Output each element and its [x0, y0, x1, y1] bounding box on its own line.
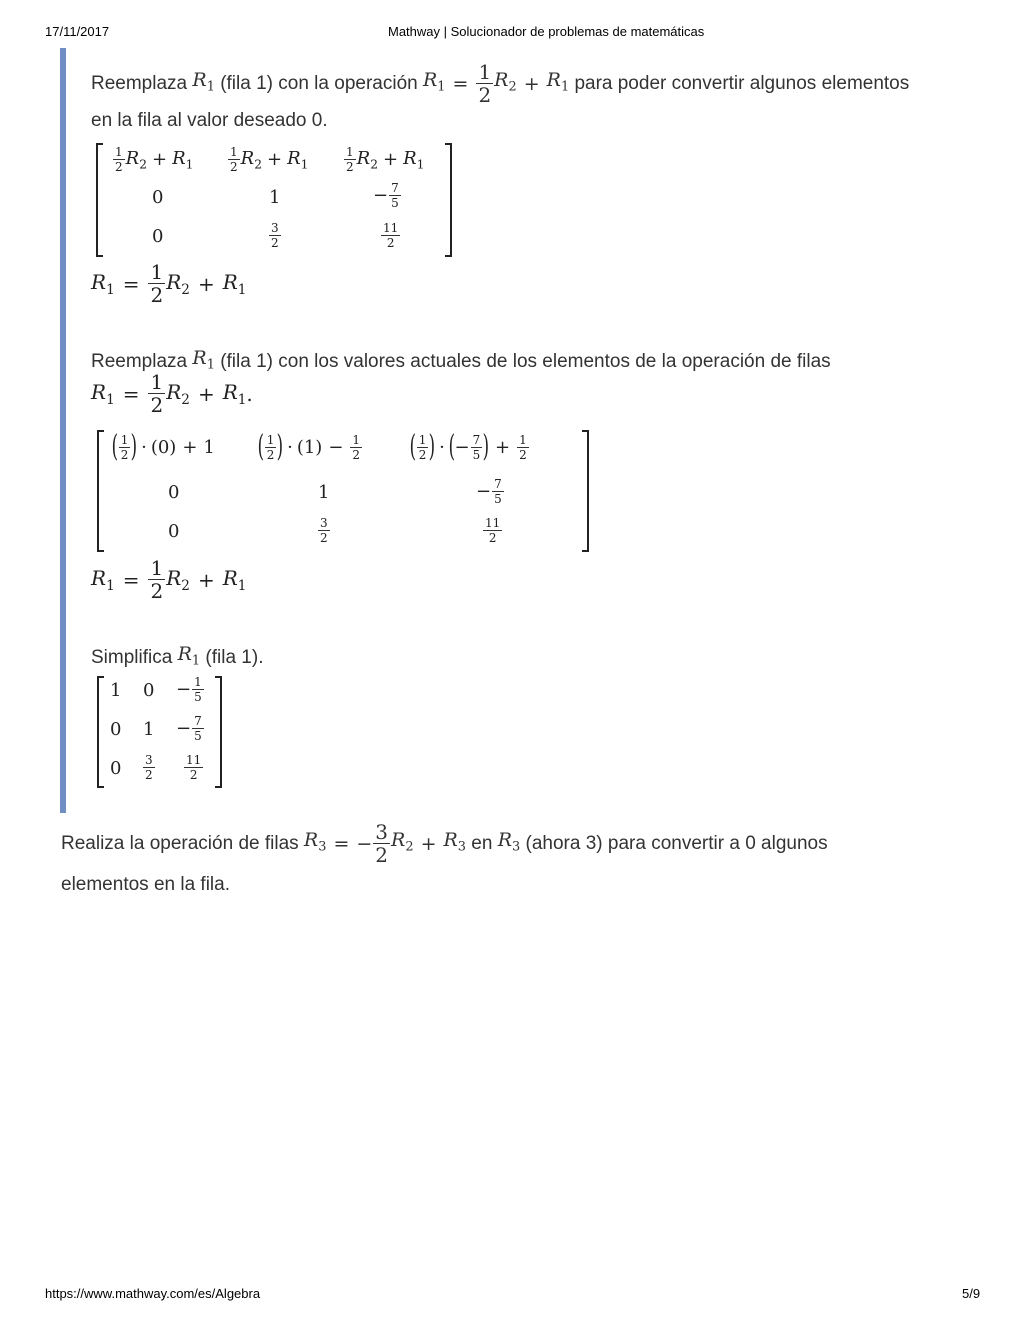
matrix-cell: ( $\frac{1}{2}$ ) · ( 0 ) + 1 — [111, 429, 215, 464]
sym: 1 — [237, 281, 247, 298]
sym: 1 — [203, 436, 215, 458]
matrix-cell: 0 — [110, 758, 122, 779]
sym: 1 — [300, 157, 309, 172]
matrix-cell — [268, 222, 282, 249]
sym: 1 — [194, 675, 202, 689]
sym: 2 — [181, 281, 190, 298]
sym: = — [452, 72, 469, 95]
sym: R — [172, 147, 186, 169]
sym: 1 — [478, 60, 492, 84]
matrix-cell: 0 — [152, 226, 164, 247]
sym: R — [403, 147, 417, 169]
sym: 1 — [106, 281, 115, 298]
fraction — [476, 62, 493, 105]
step1-text-fila: (fila 1) con la operación — [220, 72, 418, 94]
sym: − — [454, 436, 470, 458]
sym: = — [333, 832, 350, 855]
matrix-cell — [482, 517, 503, 544]
sym: R — [422, 68, 438, 91]
sym: 2 — [181, 577, 190, 594]
matrix-cell — [317, 517, 331, 544]
matrix-cell: 1 — [318, 482, 330, 503]
sym: 7 — [194, 714, 202, 728]
sym: 2 — [120, 447, 129, 462]
sym: R — [240, 147, 255, 169]
sym: + — [267, 149, 283, 170]
sym: R — [222, 269, 238, 294]
sym: 2 — [139, 157, 147, 172]
sym: 2 — [189, 768, 198, 782]
sym: R — [166, 565, 182, 590]
sym: R — [91, 565, 107, 590]
sym: · — [287, 436, 293, 458]
sym: 1 — [237, 577, 247, 594]
sym: + — [420, 832, 437, 855]
sym: 3 — [145, 753, 153, 767]
sym: 2 — [375, 843, 389, 867]
sym: 2 — [115, 160, 123, 174]
matrix-cell: 0 — [110, 719, 122, 740]
sym: R — [546, 68, 561, 91]
sym: + — [494, 436, 511, 458]
sym: 2 — [488, 531, 497, 545]
matrix-cell — [343, 146, 424, 173]
sym: . — [246, 381, 253, 406]
sym: 1 — [206, 79, 215, 95]
sym: 2 — [386, 236, 395, 250]
step4-text-en: en — [471, 832, 493, 854]
step3-text-after: (fila 1). — [205, 646, 264, 668]
step1-text-before: Reemplaza — [91, 72, 188, 94]
sym: 2 — [320, 531, 328, 545]
sym: 7 — [391, 181, 399, 195]
sym: 1 — [266, 432, 275, 447]
sym: R — [443, 828, 458, 851]
sym: − — [373, 185, 389, 206]
sym: = — [122, 381, 140, 406]
sym: 2 — [254, 157, 262, 172]
left-bracket — [96, 143, 103, 257]
sym: 5 — [194, 690, 202, 704]
step3-text-before: Simplifica — [91, 646, 173, 668]
sym: 11 — [383, 221, 399, 235]
sym: + — [523, 72, 540, 95]
sym: 3 — [375, 820, 389, 844]
sym: − — [176, 679, 192, 700]
sym: 5 — [194, 729, 202, 743]
matrix-cell — [112, 146, 193, 173]
sym: R — [192, 347, 207, 369]
sym: 2 — [370, 157, 378, 172]
step-group-bar — [60, 48, 66, 813]
sym: 2 — [150, 283, 164, 307]
footer-url: https://www.mathway.com/es/Algebra — [45, 1286, 261, 1301]
sym: − — [476, 481, 492, 502]
sym: + — [197, 381, 215, 406]
sym: R — [177, 643, 192, 665]
sym: 5 — [472, 447, 481, 462]
sym: R — [192, 68, 207, 91]
sym: 2 — [145, 768, 153, 782]
sym: = — [122, 567, 140, 592]
sym: + — [182, 436, 198, 458]
sym: 1 — [115, 145, 123, 159]
row-operation — [91, 558, 246, 601]
sym: R — [303, 828, 319, 851]
step4-text-after: (ahora 3) para convertir a 0 algunos — [525, 832, 828, 854]
matrix-cell — [227, 146, 308, 173]
step1-text-after: para poder convertir algunos elementos — [574, 72, 910, 94]
matrix-cell: 1 — [143, 719, 155, 740]
sym: 1 — [519, 432, 527, 447]
sym: R — [166, 269, 182, 294]
sym: 1 — [106, 391, 115, 408]
sym: + — [152, 149, 168, 170]
sym: 1 — [150, 556, 164, 580]
sym: 1 — [346, 145, 354, 159]
right-bracket — [445, 143, 452, 257]
row-operation — [91, 262, 246, 305]
sym: = — [122, 271, 140, 296]
sym: + — [197, 567, 215, 592]
sym: 11 — [485, 516, 501, 530]
sym: R — [91, 269, 107, 294]
sym: 3 — [320, 516, 328, 530]
sym: 1 — [206, 357, 215, 373]
matrix-cell — [476, 478, 505, 505]
right-bracket — [582, 430, 589, 552]
sym: 1 — [560, 79, 570, 95]
sym: R — [166, 379, 182, 404]
sym: R — [125, 147, 140, 169]
sym: 3 — [318, 839, 327, 855]
sym: R — [497, 828, 513, 851]
page-number: 5/9 — [962, 1286, 981, 1301]
sym: 7 — [494, 477, 502, 491]
sym: 1 — [437, 79, 446, 95]
sym: 5 — [494, 492, 502, 506]
sym: 2 — [150, 579, 164, 603]
step4-text-before: Realiza la operación de filas — [61, 832, 299, 854]
left-bracket — [97, 676, 104, 788]
sym: 2 — [478, 83, 492, 107]
sym: R — [222, 565, 238, 590]
sym: 1 — [237, 391, 247, 408]
sym: 2 — [405, 839, 414, 855]
sym: 2 — [418, 447, 427, 462]
sym: + — [197, 271, 215, 296]
sym: · — [141, 436, 147, 458]
matrix-cell: ( $\frac{1}{2}$ ) · ( − $\frac{7}{5}$ ) + $\frac{1}{2}$ — [409, 429, 527, 464]
step2-text-before: Reemplaza — [91, 350, 188, 372]
matrix-cell: 1 — [269, 187, 281, 208]
matrix-cell: 0 — [143, 680, 155, 701]
sym: · — [439, 436, 445, 458]
sym: 2 — [266, 447, 275, 462]
sym: 1 — [418, 432, 427, 447]
matrix-cell: 0 — [152, 187, 164, 208]
sym: 2 — [519, 447, 527, 462]
sym: 2 — [181, 391, 190, 408]
step2-text-after: (fila 1) con los valores actuales de los elementos de la operación de filas — [220, 350, 831, 372]
sym: − — [176, 718, 192, 739]
sym: 3 — [271, 221, 279, 235]
sym: 2 — [271, 236, 279, 250]
sym: 2 — [150, 393, 164, 417]
sym: R — [391, 828, 406, 851]
sym: 5 — [391, 196, 399, 210]
matrix-cell: 0 — [168, 482, 180, 503]
page-title: Mathway | Solucionador de problemas de matemáticas — [388, 24, 705, 39]
step1-line2: en la fila al valor deseado 0. — [91, 110, 328, 131]
matrix-cell — [183, 754, 204, 781]
matrix-cell — [373, 182, 402, 209]
matrix-cell — [176, 676, 205, 703]
sym: R — [222, 379, 238, 404]
sym: 1 — [416, 157, 425, 172]
step4-line2: elementos en la fila. — [61, 874, 230, 895]
sym: 3 — [457, 839, 467, 855]
step4-sentence — [61, 822, 828, 865]
sym: R — [356, 147, 371, 169]
matrix-cell: ( $\frac{1}{2}$ ) · ( 1 ) − $\frac{1}{2}$ — [257, 429, 361, 464]
print-date: 17/11/2017 — [45, 24, 110, 39]
sym: 1 — [352, 432, 361, 447]
sym: 7 — [472, 432, 481, 447]
sym: − — [356, 832, 373, 855]
sym: R — [287, 147, 301, 169]
sym: R — [91, 379, 107, 404]
step3-sentence — [91, 642, 263, 674]
sym: 2 — [352, 447, 361, 462]
matrix-cell: 0 — [168, 521, 180, 542]
matrix-cell: 1 — [110, 680, 122, 701]
step1-sentence — [91, 62, 909, 105]
sym: 3 — [512, 839, 521, 855]
sym: R — [494, 68, 509, 91]
sym: 1 — [106, 577, 115, 594]
matrix-cell — [380, 222, 401, 249]
sym: 0 — [157, 436, 170, 458]
sym: − — [328, 436, 344, 458]
sym: 1 — [120, 432, 129, 447]
sym: + — [383, 149, 399, 170]
sym: 2 — [346, 160, 354, 174]
sym: 1 — [191, 653, 201, 669]
sym: 1 — [230, 145, 238, 159]
sym: 1 — [185, 157, 194, 172]
sym: 11 — [186, 753, 202, 767]
sym: 2 — [230, 160, 238, 174]
sym: 1 — [150, 370, 164, 394]
row-operation — [91, 372, 253, 415]
sym: 1 — [150, 260, 164, 284]
matrix-cell — [176, 715, 205, 742]
left-bracket — [97, 430, 104, 552]
op-lhs — [423, 68, 446, 100]
matrix-cell — [142, 754, 156, 781]
sym: 1 — [303, 436, 316, 458]
sym: 2 — [508, 79, 517, 95]
right-bracket — [215, 676, 222, 788]
